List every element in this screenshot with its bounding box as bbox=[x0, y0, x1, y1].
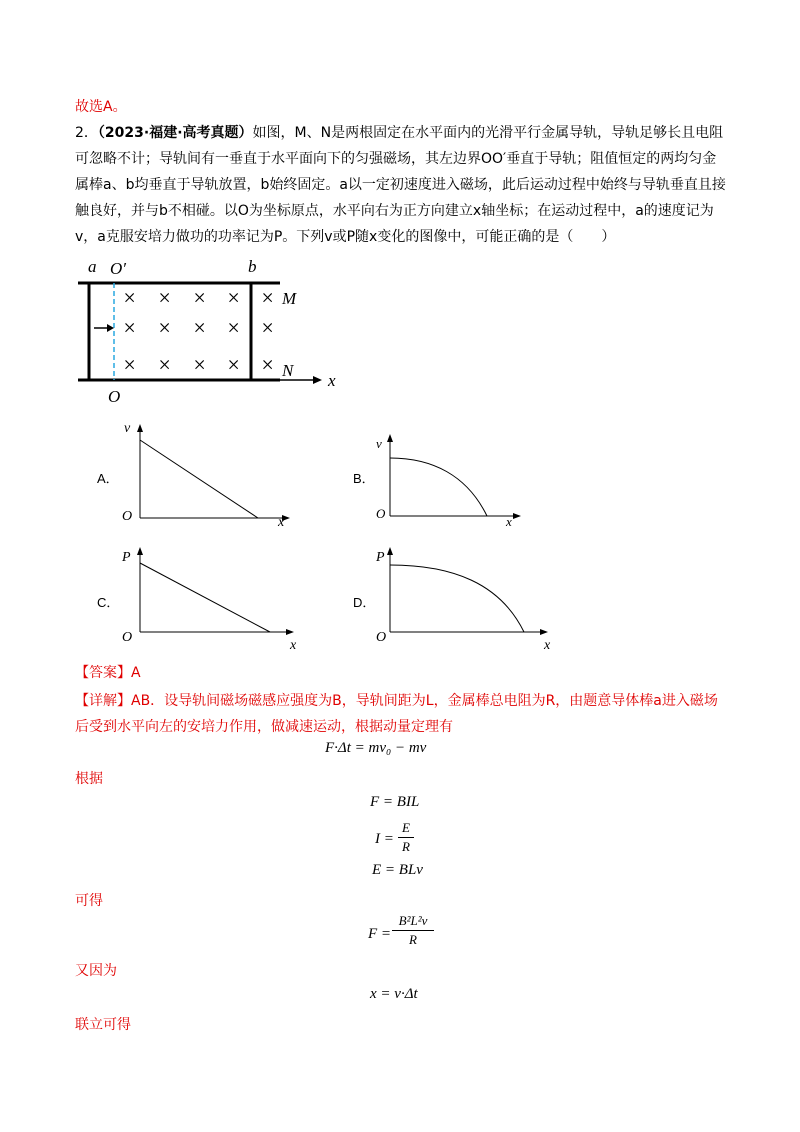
option-d-xlabel: x bbox=[544, 638, 551, 653]
label-b: b bbox=[248, 257, 257, 276]
option-d-graph bbox=[372, 543, 557, 653]
field-cross: × bbox=[157, 315, 172, 340]
text-lianli: 联立可得 bbox=[75, 1017, 131, 1033]
field-cross: × bbox=[192, 315, 207, 340]
field-cross: × bbox=[226, 315, 241, 340]
field-cross: × bbox=[122, 352, 137, 377]
option-c-graph bbox=[118, 543, 303, 653]
answer-label: 【答案】 bbox=[75, 665, 131, 681]
field-cross: × bbox=[192, 352, 207, 377]
label-a: a bbox=[88, 257, 97, 276]
option-b-xlabel: x bbox=[506, 514, 512, 529]
option-a-curve bbox=[140, 440, 258, 518]
text-genju: 根据 bbox=[75, 771, 103, 787]
option-a-origin: O bbox=[122, 509, 133, 524]
field-cross: × bbox=[260, 285, 275, 310]
previous-answer-line: 故选A。 bbox=[75, 99, 127, 115]
field-cross: × bbox=[192, 285, 207, 310]
option-a-letter: A． bbox=[97, 471, 119, 486]
option-d-ylabel: P bbox=[376, 550, 385, 565]
field-cross: × bbox=[226, 285, 241, 310]
option-b-letter: B． bbox=[353, 471, 375, 486]
question-source: （2023·福建·高考真题） bbox=[97, 125, 253, 141]
label-x: x bbox=[328, 371, 336, 390]
answer-value: A bbox=[131, 665, 141, 681]
equation-result-numerator: B²L²v bbox=[398, 913, 428, 928]
label-oprime: O′ bbox=[110, 259, 126, 278]
explanation-paragraph bbox=[75, 688, 730, 740]
option-b-ylabel: v bbox=[376, 436, 382, 451]
question-block bbox=[75, 120, 730, 250]
option-b-origin: O bbox=[376, 506, 386, 521]
option-d-origin: O bbox=[376, 630, 387, 645]
field-cross: × bbox=[260, 315, 275, 340]
equation-current-fraction bbox=[398, 820, 414, 855]
equation-momentum: F·Δt = mv₀ − mv bbox=[325, 740, 427, 756]
option-d-curve bbox=[390, 565, 524, 632]
equation-result-denominator: R bbox=[409, 932, 417, 947]
equation-force: F = BIL bbox=[370, 794, 420, 810]
equation-distance: x = v·Δt bbox=[370, 986, 418, 1002]
question-text: 如图，M、N是两根固定在水平面内的光滑平行金属导轨，导轨足够长且电阻可忽略不计；导轨间有一垂直于水平面向下的匀强磁场，其左边界OO′垂直于导轨；阻值恒定的两均匀金属棒a、b均垂直于导轨放置，b始终固定。a以一定初速度进入磁场，此后运动过程中始终与导轨垂直且接触良好，并与b不相碰。以O为坐标原点，水平向右为正方向建立x轴坐标；在运动过程中，a的速度记为v，a克服安培力做功的功率记为P。下列v或P随x变化的图像中，可能正确的是（ ） bbox=[75, 125, 726, 245]
equation-current-numerator: E bbox=[402, 820, 410, 835]
answer-line bbox=[75, 660, 141, 686]
option-c-curve bbox=[140, 563, 270, 632]
option-d-letter: D． bbox=[353, 595, 376, 610]
option-c-ylabel: P bbox=[122, 550, 131, 565]
explanation-label: 【详解】 bbox=[75, 693, 131, 709]
equation-result-fraction bbox=[392, 913, 434, 948]
field-cross: × bbox=[122, 315, 137, 340]
field-cross: × bbox=[226, 352, 241, 377]
question-number: 2． bbox=[75, 125, 98, 141]
label-m: M bbox=[282, 289, 297, 308]
field-cross: × bbox=[157, 285, 172, 310]
option-b-graph bbox=[372, 430, 527, 530]
option-c-origin: O bbox=[122, 630, 133, 645]
equation-current-lhs: I = bbox=[375, 831, 394, 847]
option-b-curve bbox=[390, 458, 487, 516]
equation-result-lhs: F = bbox=[368, 926, 392, 942]
option-a-xlabel: x bbox=[278, 515, 285, 530]
field-cross: × bbox=[157, 352, 172, 377]
label-o: O bbox=[108, 387, 121, 406]
equation-emf: E = BLv bbox=[372, 862, 423, 878]
text-youyinwei: 又因为 bbox=[75, 963, 117, 979]
label-n: N bbox=[282, 361, 294, 380]
option-a-graph bbox=[118, 420, 298, 530]
rail-figure bbox=[70, 252, 360, 407]
option-c-xlabel: x bbox=[290, 638, 297, 653]
explanation-text: AB．设导轨间磁场磁感应强度为B，导轨间距为L，金属棒总电阻为R，由题意导体棒a进入磁场后受到水平向左的安培力作用，做减速运动，根据动量定理有 bbox=[75, 693, 718, 735]
equation-current-denominator: R bbox=[402, 839, 410, 854]
option-c-letter: C． bbox=[97, 595, 120, 610]
field-cross: × bbox=[260, 352, 275, 377]
text-kede: 可得 bbox=[75, 893, 103, 909]
field-cross: × bbox=[122, 285, 137, 310]
option-a-ylabel: v bbox=[124, 421, 131, 436]
